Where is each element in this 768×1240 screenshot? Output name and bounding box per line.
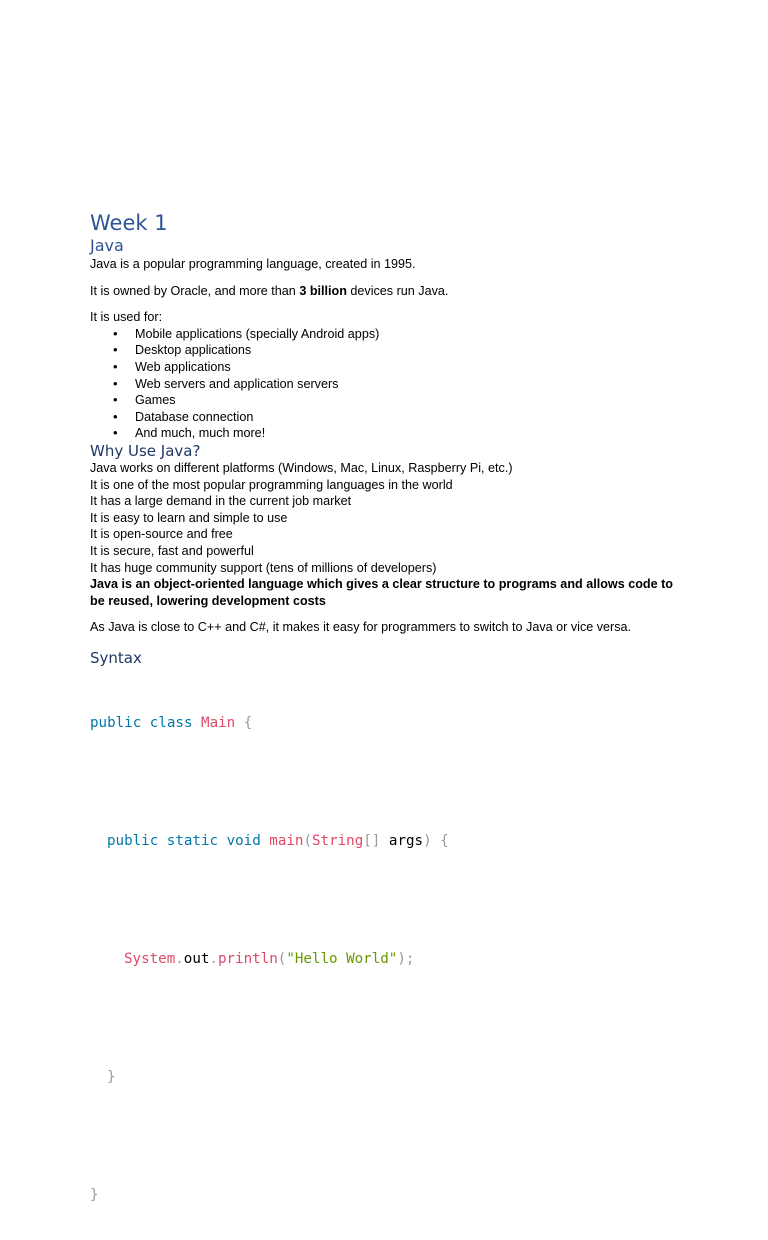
why-line: It is one of the most popular programming languages in the world [90,477,453,492]
code-block [90,678,690,1240]
close-note: As Java is close to C++ and C#, it makes it easy for programmers to switch to Java or vice versa. [90,620,632,635]
list-item: • Mobile applications (specially Android apps) [135,326,690,343]
syntax-title: Syntax [90,648,142,667]
list-item: • And much, much more! [135,425,690,442]
document-page [90,210,690,1240]
why-line: It is open-source and free [90,527,233,542]
why-line: Java works on different platforms (Windows, Mac, Linux, Raspberry Pi, etc.) [90,460,513,475]
why-title: Why Use Java? [90,441,201,460]
owned-text: It is owned by Oracle, and more than 3 billion devices run Java. [90,283,449,298]
owned-bold: 3 billion [299,283,347,298]
code-line-5: } [90,1186,99,1203]
document-title: Week 1 [90,211,168,235]
code-line-2: public static void main(String[] args) { [107,832,449,849]
used-for-label: It is used for: [90,310,163,325]
code-line-1: public class Main { [90,714,253,731]
code-line-3: System.out.println("Hello World"); [124,950,415,967]
code-line-4: } [107,1068,116,1085]
section-title-java: Java [90,236,124,255]
why-line: It has a large demand in the current job market [90,494,352,509]
list-item: • Games [135,392,690,409]
list-item: • Web applications [135,359,690,376]
list-item: • Web servers and application servers [135,376,690,393]
used-for-list [90,326,690,442]
why-bold-text: Java is an object-oriented language which gives a clear structure to programs and allows code to be reused, lowering development costs [90,577,673,608]
why-line: It is easy to learn and simple to use [90,510,288,525]
list-item: • Database connection [135,409,690,426]
list-item: • Desktop applications [135,342,690,359]
intro-text: Java is a popular programming language, created in 1995. [90,257,416,271]
why-line: It has huge community support (tens of millions of developers) [90,560,437,575]
why-line: It is secure, fast and powerful [90,543,254,558]
